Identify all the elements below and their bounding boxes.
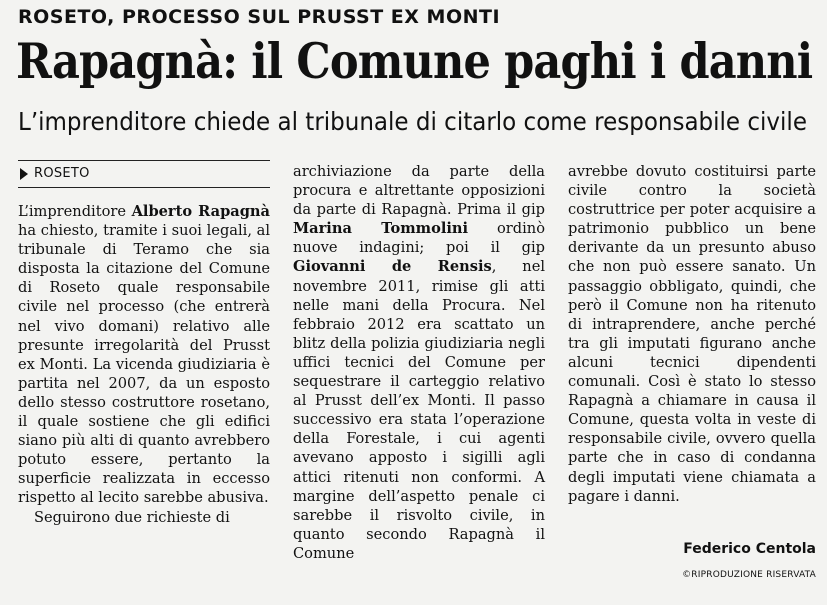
headline: Rapagnà: il Comune paghi i danni <box>16 32 813 90</box>
paragraph-4: avrebbe dovuto costituirsi parte civile contro la società costruttrice per poter acquisire a patrimonio pubblico un bene derivante da un presunto abuso che non può essere sanato. Un passaggio obbligato, quindi, che però il Comune non ha ritenuto di intraprendere, anche perché tra gli imputati figurano anche alcuni tecnici dipendenti comunali. Così è stato lo stesso Rapagnà a chiamare in causa il Comune, questa volta in veste di responsabile civile, ovvero quella parte che in caso di condanna degli imputati viene chiamata a pagare i danni. <box>568 163 816 505</box>
section-bar <box>18 160 270 188</box>
article-column-3 <box>568 162 816 506</box>
section-marker-icon <box>20 168 28 180</box>
person-name: Marina Tommolini <box>293 220 469 238</box>
kicker: ROSETO, PROCESSO SUL PRUSST EX MONTI <box>18 6 501 28</box>
paragraph-3 <box>293 162 545 563</box>
paragraph-text: ha chiesto, tramite i suoi legali, al tribunale di Teramo che sia disposta la citazione del Comune di Roseto quale responsabile civile nel processo (che entrerà nel vivo domani) relativo alle presunte irregolarità del Prusst ex Monti. La vicenda giudiziaria è partita nel 2007, da un esposto dello stesso costruttore rosetano, il quale sostiene che gli edifici siano più alti di quanto avrebbero potuto essere, pertanto la superficie realizzata in eccesso rispetto al lecito sarebbe abusiva. <box>18 222 270 507</box>
person-name: Alberto Rapagnà <box>131 203 270 220</box>
paragraph-2: Seguirono due richieste di <box>34 508 230 526</box>
paragraph-text: , nel novembre 2011, rimise gli atti nelle mani della Procura. Nel febbraio 2012 era scattato un blitz della polizia giudiziaria negli uffici tecnici del Comune per sequestrare il carteggio relativo al Prusst dell’ex Monti. Il passo successivo era stata l’operazione della Forestale, i cui agenti avevano apposto i sigilli agli attici ritenuti non conformi. A margine dell’aspetto penale ci sarebbe il risvolto civile, in quanto secondo Rapagnà il Comune <box>293 258 546 562</box>
byline: Federico Centola <box>683 541 816 557</box>
copyright-notice: ©RIPRODUZIONE RISERVATA <box>682 570 816 580</box>
paragraph-text: ordinò nuove indagini; poi il gip <box>293 220 545 257</box>
section-label: ROSETO <box>34 166 90 182</box>
paragraph-1 <box>18 202 270 508</box>
paragraph-text: L’imprenditore <box>18 203 132 220</box>
subheadline: L’imprenditore chiede al tribunale di citarlo come responsabile civile <box>18 107 807 136</box>
article-column-1 <box>18 160 270 527</box>
person-name: Giovanni de Rensis <box>293 258 492 276</box>
paragraph-text: archiviazione da parte della procura e altrettante opposizioni da parte di Rapagnà. Prima il gip <box>293 163 545 219</box>
article-column-2 <box>293 162 545 563</box>
